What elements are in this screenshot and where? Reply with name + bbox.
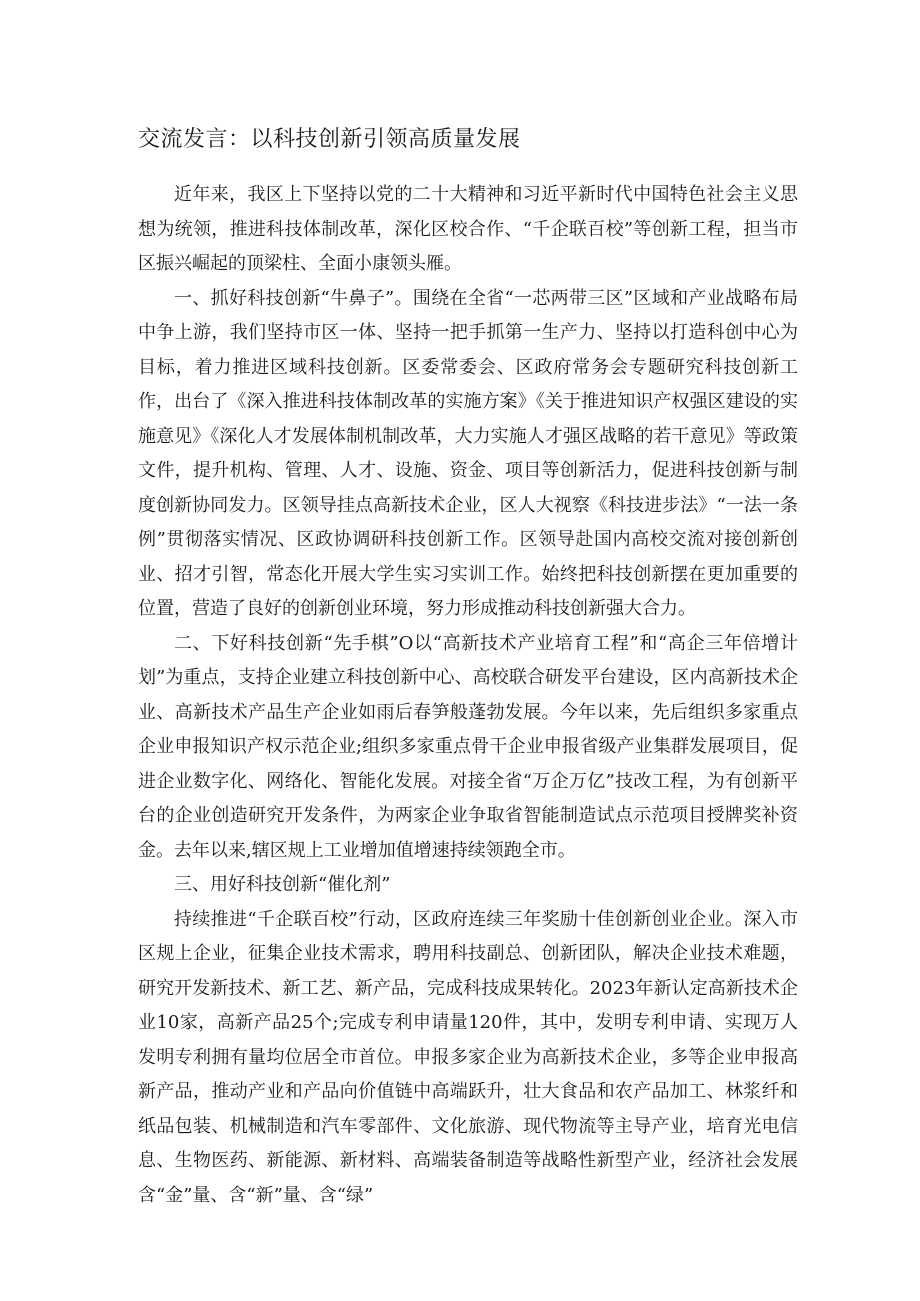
document-title: 交流发言：以科技创新引领高质量发展 <box>138 127 521 152</box>
section-3-heading: 三、用好科技创新“催化剂” <box>174 874 391 895</box>
paragraph-section-1: 一、抓好科技创新“牛鼻子”。围绕在全省“一芯两带三区”区域和产业战略布局中争上游，我们坚持市区一体、坚持一把手抓第一生产力、坚持以打造科创中心为目标，着力推进区域科技创新。区委常委会、区政府常务会专题研究科技创新工作，出台了《深入推进科技体制改革的实施方案》《关于推进知识产权强区建设的实施意见》《深化人才发展体制机制改革，大力实施人才强区战略的若干意见》等政策文件，提升机构、管理、人才、设施、资金、项目等创新活力，促进科技创新与制度创新协同发力。区领导挂点高新技术企业，区人大视察《科技进步法》“一法一条例”贯彻落实情况、区政协调研科技创新工作。区领导赴国内高校交流对接创新创业、招才引智，常态化开展大学生实习实训工作。始终把科技创新摆在更加重要的位置，营造了良好的创新创业环境，努力形成推动科技创新强大合力。 <box>138 287 798 619</box>
document-page <box>138 124 798 1213</box>
paragraph-intro: 近年来，我区上下坚持以党的二十大精神和习近平新时代中国特色社会主义思想为统领，推进科技体制改革，深化区校合作、“千企联百校”等创新工程，担当市区振兴崛起的顶梁柱、全面小康领头雁。 <box>138 184 798 274</box>
paragraph-section-2: 二、下好科技创新“先手棋”O以“高新技术产业培育工程”和“高企三年倍增计划”为重点，支持企业建立科技创新中心、高校联合研发平台建设，区内高新技术企业、高新技术产品生产企业如雨后春笋般蓬勃发展。今年以来，先后组织多家重点企业申报知识产权示范企业;组织多家重点骨干企业申报省级产业集群发展项目，促进企业数字化、网络化、智能化发展。对接全省“万企万亿”技改工程，为有创新平台的企业创造研究开发条件，为两家企业争取省智能制造试点示范项目授牌奖补资金。去年以来,辖区规上工业增加值增速持续领跑全市。 <box>138 632 798 861</box>
paragraph-section-3-body: 持续推进“千企联百校”行动，区政府连续三年奖励十佳创新创业企业。深入市区规上企业，征集企业技术需求，聘用科技副总、创新团队，解决企业技术难题，研究开发新技术、新工艺、新产品，完成科技成果转化。2023年新认定高新技术企业10家，高新产品25个;完成专利申请量120件，其中，发明专利申请、实现万人发明专利拥有量均位居全市首位。申报多家企业为高新技术企业，多等企业申报高新产品，推动产业和产品向价值链中高端跃升，壮大食品和农产品加工、林浆纤和纸品包装、机械制造和汽车零部件、文化旅游、现代物流等主导产业，培育光电信息、生物医药、新能源、新材料、高端装备制造等战略性新型产业，经济社会发展含“金”量、含“新”量、含“绿” <box>138 908 798 1206</box>
